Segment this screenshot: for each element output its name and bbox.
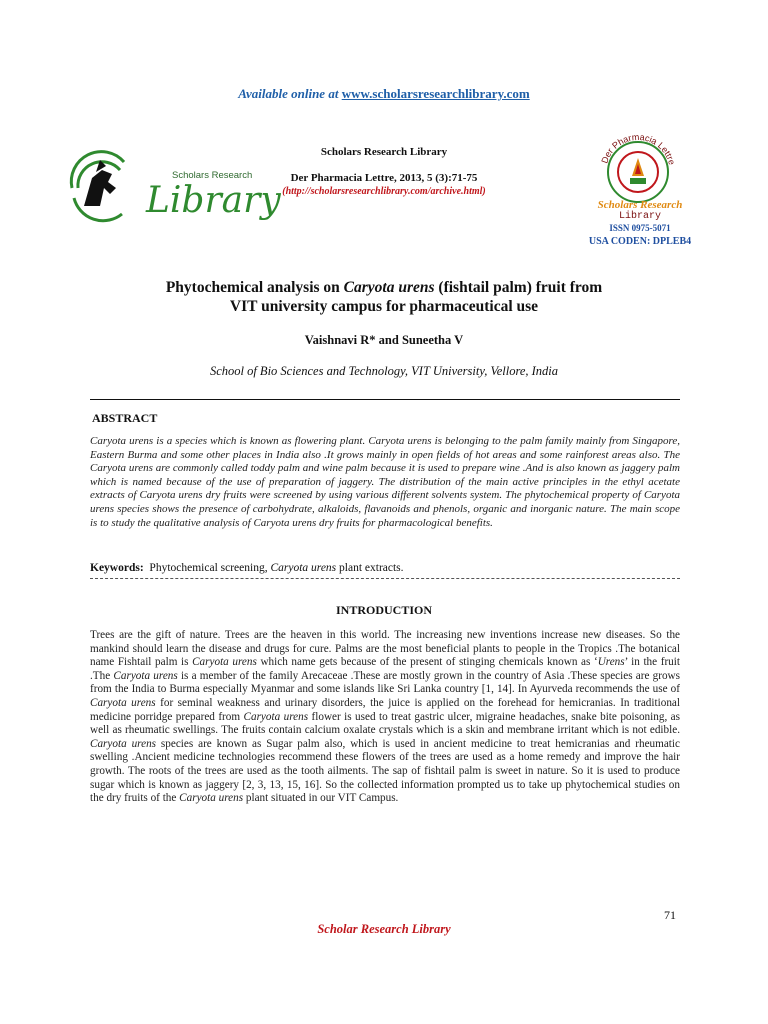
- publisher-name: Scholars Research Library: [320, 146, 448, 158]
- divider-dashed: [90, 578, 680, 579]
- introduction-body: Trees are the gift of nature. Trees are the heaven in this world. The increasing new inventions increase new diseases. So the mankind should learn the disease and drugs for cure. Palms are the most beneficial plants to people in the Tropics .The botanical name Fishtail palm is Caryota urens which name gets because of the present of stinging chemicals known as ‘Urens’ in the fruit .The Caryota urens is a member of the family Arecaceae .These are mostly grown in the country of Asia .These species are grows from the India to Burma especially Myanmar and some islands like Sri Lanka country [1, 14]. In Ayurveda recommends the use of Caryota urens for seminal weakness and urinary disorders, the juice is applied on the forehead for hemicranias. In traditional medicine porridge prepared from Caryota urens flower is used to treat gastric ulcer, migraine headaches, snake bite poisoning, as well as rheumatic swellings. The fruits contain calcium oxalate crystals which is a skin and membrane irritant which is not edible. Caryota urens species are known as Sugar palm also, which is used in ancient medicine to treat hemicranias and rheumatic swelling .Ancient medicine technologies recommend these flowers of the trees are used as a home remedy and improve the hair growth. The roots of the trees are used as the tooth ailments. The sap of fishtail palm is sweet in nature. So it is used to produce sugar which is known as jaggery [2, 3, 13, 15, 16]. So the collected information prompted us to take up phytochemical studies on the dry fruits of the Caryota urens plant situated in our VIT Campus.: [90, 629, 680, 805]
- library-logo-icon: [64, 148, 281, 228]
- title-species-name: Caryota urens: [343, 279, 435, 296]
- keywords-label: Keywords:: [90, 562, 144, 574]
- svg-text:Library: Library: [146, 180, 281, 221]
- svg-text:Der Pharmacia Lettre: Der Pharmacia Lettre: [599, 132, 678, 166]
- abstract-body: Caryota urens is a species which is known as flowering plant. Caryota urens is belonging to the palm family mainly from Singapore, Eastern Burma and some other places in India also .It grows mainly in open fields of hot areas and some rainforest areas also. The Caryota urens are commonly called toddy palm and wine palm because it is used to prepare wine .And is also known as jaggery palm which is named because of the use of preparation of jaggery. The distribution of the main active principles in the ethyl acetate extracts of Caryota urens dry fruits were screened by using various different solvents system. The phytochemical property of Caryota urens species shows the presence of carbohydrate, alkaloids, flavanoids and phenols, organic and inorganic nature. The main scope is to study the qualitative analysis of Caryota urens dry fruits for pharmacological benefits.: [90, 435, 680, 529]
- keywords: Keywords: Phytochemical screening, Caryota urens plant extracts.: [90, 562, 404, 574]
- available-online-line: [0, 86, 768, 102]
- authors: Vaishnavi R* and Suneetha V: [304, 333, 464, 347]
- usa-coden: USA CODEN: DPLEB4: [588, 236, 692, 247]
- page-number: 71: [664, 908, 676, 922]
- divider-top: [90, 399, 680, 400]
- scholars-research-library-logo: [64, 148, 281, 228]
- abstract-heading: ABSTRACT: [92, 411, 158, 425]
- affiliation: School of Bio Sciences and Technology, VIT University, Vellore, India: [209, 364, 559, 378]
- svg-text:Scholars Research: Scholars Research: [172, 170, 253, 181]
- archive-url[interactable]: (http://scholarsresearchlibrary.com/archive.html): [282, 186, 486, 197]
- introduction-heading: INTRODUCTION: [335, 603, 432, 617]
- journal-emblem-icon: [592, 132, 684, 204]
- issn: ISSN 0975-5071: [609, 223, 671, 233]
- journal-citation: Der Pharmacia Lettre, 2013, 5 (3):71-75: [290, 172, 478, 184]
- right-logo-library: Library: [618, 211, 661, 222]
- title-line-2: VIT university campus for pharmaceutical use: [229, 298, 539, 315]
- right-logo-publisher: Scholars Research: [597, 199, 683, 211]
- der-pharmacia-lettre-logo: [592, 132, 684, 204]
- website-link[interactable]: www.scholarsresearchlibrary.com: [341, 86, 530, 101]
- article-title: Phytochemical analysis on Caryota urens (fishtail palm) fruit from VIT university campus for pharmaceutical use: [165, 279, 603, 315]
- available-online-label: Available online at: [238, 86, 339, 101]
- footer-library: Scholar Research Library: [317, 922, 451, 936]
